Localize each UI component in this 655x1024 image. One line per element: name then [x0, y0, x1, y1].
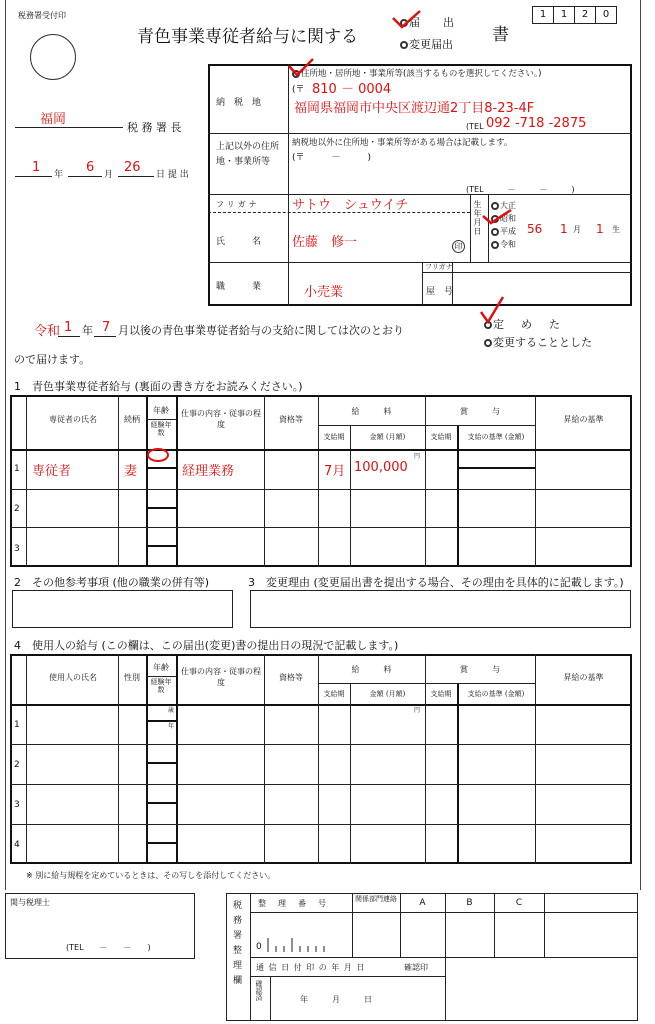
header-timing: 支給期: [323, 690, 345, 698]
birth-month-unit: 月: [573, 225, 581, 234]
submit-month: 6: [86, 160, 95, 175]
birth-day: 1: [596, 222, 604, 236]
year-underline: [15, 176, 52, 177]
header-bonus-timing: 支給期: [430, 433, 452, 441]
section1-title: 1 青色事業専従者給与 (裏面の書き方をお読みください。): [14, 380, 303, 393]
section2-box: [12, 590, 233, 628]
col-line: [470, 194, 471, 262]
title-option-submit: 届 出: [400, 14, 460, 30]
tel-number: 092 -718 -2875: [486, 116, 587, 131]
header-qualification: 資格等: [279, 415, 303, 424]
other-tel: (TEL － － ): [466, 185, 575, 194]
office-suffix: 税 務 署 長: [127, 121, 182, 134]
page-right-edge: [640, 0, 641, 890]
col-line: [425, 395, 426, 567]
row-line: [146, 802, 176, 804]
header-relation: 続柄: [124, 415, 140, 424]
col-line: [176, 395, 178, 567]
birth-suffix: 生: [612, 225, 620, 234]
nozeichi-label: 納 税 地: [216, 98, 262, 108]
row-number: 1: [14, 464, 20, 474]
kankei-bumon-label: 関係部門連絡: [355, 895, 397, 903]
row-line: [10, 784, 632, 785]
row-line: [250, 912, 638, 913]
section3-title: 3 変更理由 (変更届出書を提出する場合、その理由を具体的に記載します。): [248, 576, 624, 589]
header-years: 経験年数: [150, 678, 172, 694]
row-number: 4: [14, 840, 20, 850]
trade-name-label: 屋 号: [426, 287, 454, 297]
code-digit: 0: [595, 6, 617, 24]
accountant-label: 関与税理士: [10, 898, 50, 907]
header-age: 年齢: [153, 663, 169, 672]
row-line: [318, 683, 535, 684]
tick-marks: [264, 932, 344, 954]
header-name: 専従者の氏名: [49, 415, 97, 424]
tsushin-label: 通 信 日 付 印 の 年 月 日: [256, 963, 366, 972]
row-line: [422, 272, 632, 273]
code-digit: 2: [574, 6, 596, 24]
seiri-zero: 0: [256, 942, 262, 952]
day-underline: [118, 176, 154, 177]
statement-opt-changed: 変更することとした: [484, 334, 592, 350]
section4-title: 4 使用人の給与 (この欄は、この届出(変更)書の提出日の現況で記載します。): [14, 639, 399, 652]
col-line: [544, 893, 545, 957]
row-line: [457, 467, 535, 469]
month-underline: [68, 176, 102, 177]
col-line: [352, 893, 353, 957]
row-line: [250, 957, 638, 958]
address-text: 福岡県福岡市中央区渡辺通2丁目8-23-4F: [294, 101, 535, 116]
header-bonus: 賞 与: [460, 407, 500, 416]
month-unit: 月: [104, 170, 114, 180]
employee-duties: 経理業務: [182, 464, 235, 479]
address-options: 住所地・居所地・事業所等(該当するものを選択してください。): [292, 67, 541, 79]
employee-relation: 妻: [124, 464, 138, 479]
header-bonus: 賞 与: [460, 665, 500, 674]
tel-prefix: (TEL: [466, 122, 484, 131]
furigana-value: サトウ シュウイチ: [292, 198, 409, 213]
row-line: [10, 489, 632, 490]
birth-month: 1: [560, 222, 568, 236]
stamp-label: 税務署受付印: [18, 11, 66, 20]
era-option: 令和: [491, 238, 516, 251]
row-line: [146, 676, 176, 677]
row-line: [146, 419, 176, 420]
era-option: 平成: [491, 225, 516, 238]
name-value: 佐藤 修一: [292, 235, 358, 250]
statement-year-unit: 年: [82, 324, 93, 337]
submit-day: 26: [124, 160, 141, 175]
row-line: [146, 762, 176, 764]
name-label: 氏 名: [216, 237, 262, 247]
col-line: [422, 262, 423, 306]
header-duties: 仕事の内容・従事の程度: [181, 667, 261, 687]
check-icon: [480, 206, 514, 226]
era-option: 大正: [491, 199, 516, 212]
postal-code: 810 － 0004: [312, 82, 392, 97]
header-bonus-timing: 支給期: [430, 690, 452, 698]
label-divider: [288, 64, 289, 306]
row-line: [146, 467, 176, 469]
header-salary: 給 料: [351, 665, 392, 674]
underline: [58, 336, 80, 337]
accountant-tel: (TEL － － ): [66, 943, 151, 952]
furigana2-label: フリガナ: [425, 263, 453, 271]
years-unit: 年: [168, 723, 175, 730]
reception-stamp-circle: [30, 34, 76, 80]
radio-icon: [400, 41, 408, 49]
salary-amount: 100,000: [354, 460, 408, 475]
underline: [94, 336, 116, 337]
header-salary: 給 料: [351, 407, 392, 416]
header-raise: 昇給の基準: [563, 673, 604, 682]
header-raise: 昇給の基準: [563, 415, 604, 424]
tax-office-name: 福岡: [40, 112, 67, 127]
other-address-note: 納税地以外に住所地・事業所等がある場合は記載します。: [292, 138, 513, 148]
col-line: [264, 654, 265, 864]
row-line: [10, 527, 632, 528]
section2-title: 2 その他参考事項 (他の職業の併有等): [14, 576, 210, 589]
submit-year: 1: [32, 160, 41, 175]
check-icon: [390, 8, 424, 30]
birth-year: 56: [527, 222, 543, 236]
col-line: [146, 654, 148, 864]
col-line: [457, 425, 459, 567]
header-timing: 支給期: [323, 433, 345, 441]
header-bonus-criteria: 支給の基準 (金額): [467, 433, 525, 441]
statement-year: 1: [64, 320, 73, 335]
col-b: B: [466, 898, 473, 908]
yen-unit: 円: [414, 453, 421, 460]
date-ymd: 年 月 日: [300, 995, 372, 1004]
seiri-bango-label: 整 理 番 号: [258, 899, 328, 908]
row-number: 1: [14, 720, 20, 730]
col-line: [318, 654, 319, 864]
title-suffix: 書: [492, 25, 509, 45]
statement-tail: ので届けます。: [14, 353, 91, 366]
row-number: 3: [14, 800, 20, 810]
era-option: 昭和: [491, 212, 516, 225]
header-gender: 性別: [124, 673, 140, 682]
office-underline: [15, 127, 123, 128]
statement-era: 令和: [34, 324, 61, 339]
header-duties: 仕事の内容・従事の程度: [181, 409, 261, 429]
col-line: [26, 654, 27, 864]
age-circle-mark: [147, 448, 169, 462]
confirmed-label: 確認済: [255, 980, 263, 1001]
furigana-label: フリガナ: [216, 200, 260, 209]
footnote: ※ 別に給与規程を定めているときは、その写しを添付してください。: [26, 871, 276, 880]
check-icon: [286, 56, 316, 78]
code-digit: 1: [553, 6, 575, 24]
code-digit: 1: [532, 6, 554, 24]
form-code: [532, 6, 617, 24]
job-value: 小売業: [304, 285, 344, 300]
col-line: [350, 683, 351, 864]
radio-icon: [484, 339, 492, 347]
other-address-label: 上記以外の住所地・事業所等: [216, 142, 280, 167]
row-number: 2: [14, 504, 20, 514]
form-title: 青色事業専従者給与に関する: [137, 27, 358, 47]
col-a: A: [419, 898, 426, 908]
other-postal: (〒 － ): [292, 153, 372, 163]
employee-name: 専従者: [32, 464, 72, 479]
statement-opt-decided: 定 め た: [484, 316, 563, 332]
section4-table: [10, 654, 632, 864]
check-icon: [478, 294, 508, 326]
title-option-change: 変更届出: [400, 36, 453, 52]
job-label: 職 業: [216, 282, 262, 292]
page-left-edge: [5, 0, 6, 890]
row-line: [318, 425, 535, 426]
seal-mark: 印: [452, 240, 465, 253]
header-qualification: 資格等: [279, 673, 303, 682]
row-line: [146, 545, 176, 547]
col-line: [535, 654, 536, 864]
postal-prefix: (〒: [292, 85, 305, 95]
col-line: [146, 395, 148, 567]
row-line: [10, 704, 632, 706]
row-line: [250, 976, 445, 977]
year-unit: 年: [54, 170, 64, 180]
col-line: [488, 194, 489, 262]
col-line: [425, 654, 426, 864]
col-line: [270, 976, 271, 1021]
row-line: [146, 842, 176, 844]
header-amount: 金額 (月額): [369, 433, 406, 441]
header-name: 使用人の氏名: [49, 673, 97, 682]
col-line: [118, 654, 119, 864]
col-line: [457, 683, 459, 864]
row-line: [10, 449, 632, 451]
salary-timing: 7月: [324, 464, 346, 479]
row-line: [10, 824, 632, 825]
col-line: [176, 654, 178, 864]
statement-text: 月以後の青色事業専従者給与の支給に関しては次のとおり: [118, 324, 404, 337]
header-bonus-criteria: 支給の基準 (金額): [467, 690, 525, 698]
kakunin-label: 確認印: [404, 963, 428, 972]
radio-icon: [491, 228, 499, 236]
row-line: [208, 133, 632, 134]
section3-box: [250, 590, 631, 628]
radio-icon: [491, 241, 499, 249]
row-number: 2: [14, 760, 20, 770]
row-line: [10, 744, 632, 745]
header-age: 年齢: [153, 406, 169, 415]
statement-month: 7: [102, 320, 111, 335]
header-amount: 金額 (月額): [369, 690, 406, 698]
day-unit: 日 提 出: [156, 170, 189, 180]
age-unit: 歳: [168, 707, 175, 714]
col-c: C: [515, 898, 523, 908]
col-line: [26, 395, 27, 567]
birth-label: 生年月日: [473, 200, 482, 236]
header-years: 経験年数: [150, 421, 172, 437]
yen-unit: 円: [414, 707, 421, 714]
col-line: [350, 425, 351, 567]
row-number: 3: [14, 544, 20, 554]
office-col-label: 税務署整理欄: [231, 900, 241, 990]
row-line: [146, 507, 176, 509]
row-line: [208, 262, 632, 263]
col-line: [318, 395, 319, 567]
